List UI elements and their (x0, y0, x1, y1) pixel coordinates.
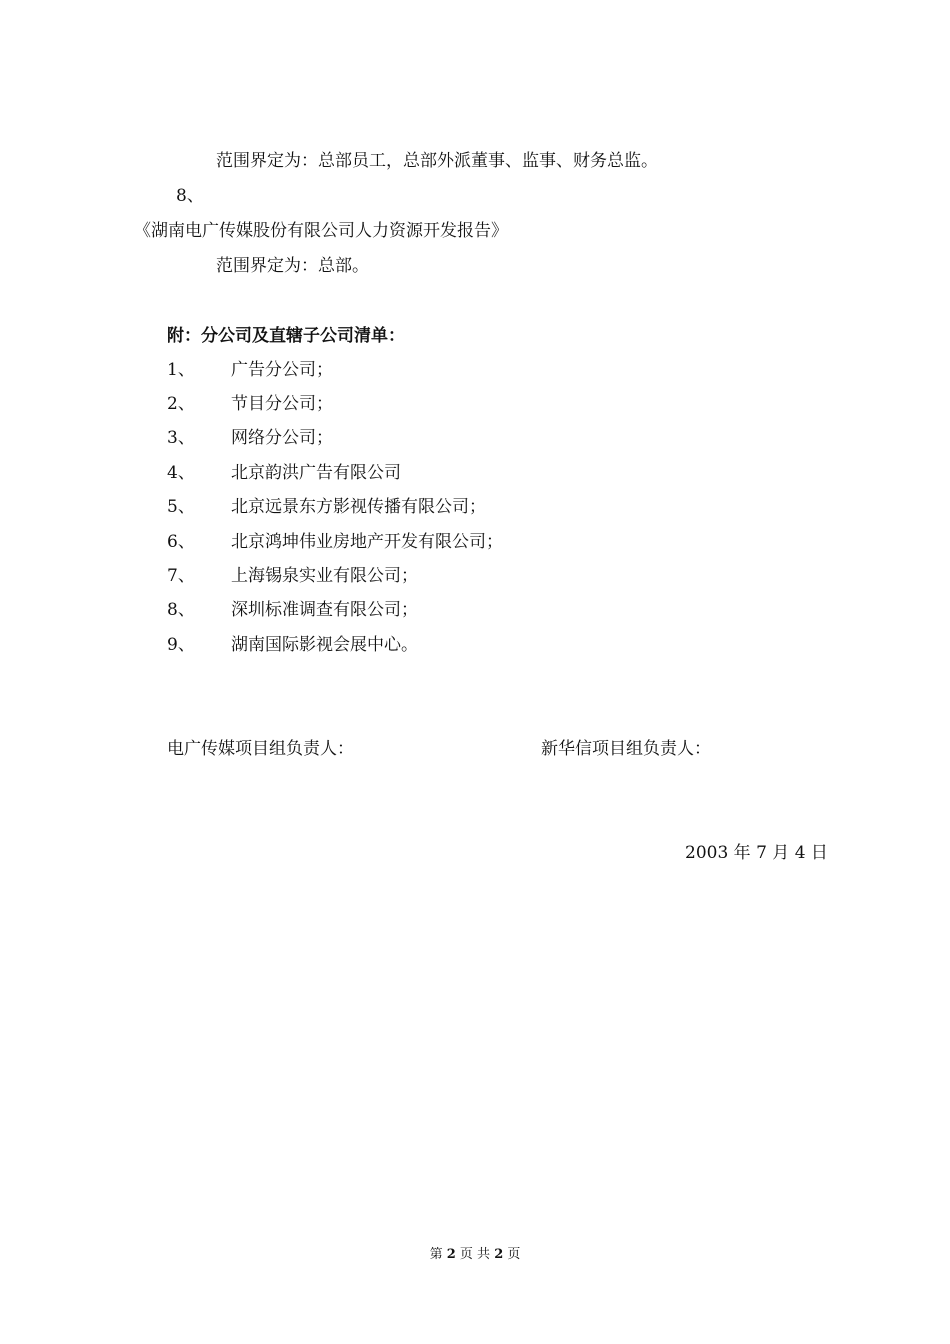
list-item-number: 4、 (167, 463, 195, 483)
signature-left: 电广传媒项目组负责人： (167, 739, 354, 759)
scope-line-2: 范围界定为：总部。 (216, 256, 369, 276)
list-item-number: 5、 (167, 497, 195, 517)
list-item-text: 网络分公司； (231, 428, 333, 448)
list-item-text: 深圳标准调查有限公司； (231, 600, 418, 620)
item-8-number: 8、 (176, 186, 204, 206)
list-item-text: 上海锡泉实业有限公司； (231, 566, 418, 586)
list-item-number: 7、 (167, 566, 195, 586)
document-date: 2003 年 7 月 4 日 (685, 843, 828, 863)
list-item-text: 北京鸿坤伟业房地产开发有限公司； (231, 532, 503, 552)
list-item-number: 9、 (167, 635, 195, 655)
list-item-text: 湖南国际影视会展中心。 (231, 635, 418, 655)
footer-mid: 页 共 (459, 1247, 491, 1262)
report-title: 《湖南电广传媒股份有限公司人力资源开发报告》 (134, 221, 508, 241)
appendix-heading: 附：分公司及直辖子公司清单： (167, 326, 405, 346)
list-item-number: 8、 (167, 600, 195, 620)
list-item-number: 2、 (167, 394, 195, 414)
page-footer (0, 1246, 950, 1264)
list-item-text: 北京韵洪广告有限公司 (231, 463, 401, 483)
footer-suffix: 页 (507, 1247, 521, 1262)
footer-total-pages: 2 (494, 1247, 504, 1262)
list-item-text: 广告分公司； (231, 360, 333, 380)
list-item-number: 1、 (167, 360, 195, 380)
list-item-text: 节目分公司； (231, 394, 333, 414)
list-item-number: 6、 (167, 532, 195, 552)
footer-current-page: 2 (446, 1247, 456, 1262)
footer-prefix: 第 (429, 1247, 443, 1262)
list-item-number: 3、 (167, 428, 195, 448)
scope-line-1: 范围界定为：总部员工，总部外派董事、监事、财务总监。 (216, 151, 658, 171)
signature-right: 新华信项目组负责人： (541, 739, 711, 759)
list-item-text: 北京远景东方影视传播有限公司； (231, 497, 486, 517)
